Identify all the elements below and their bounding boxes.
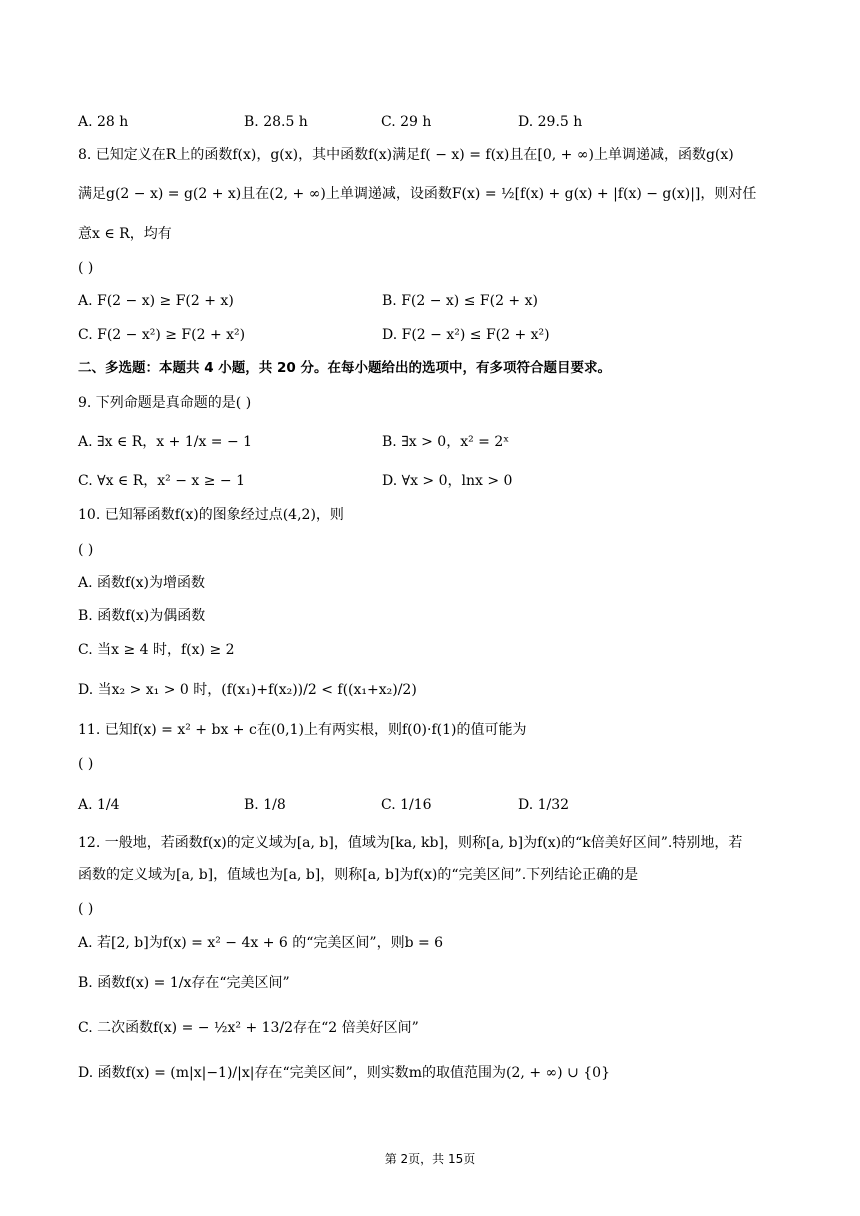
q7-option-a[interactable]: A. 28 h xyxy=(78,114,129,130)
q12-option-c[interactable]: C. 二次函数f(x) = − ½x² + 13/2存在“2 倍美好区间” xyxy=(78,1020,419,1036)
q10-option-b[interactable]: B. 函数f(x)为偶函数 xyxy=(78,608,206,624)
q8-stem-line2: 满足g(2 − x) = g(2 + x)且在(2, + ∞)上单调递减，设函数F(x) = ½[f(x) + g(x) + |f(x) − g(x)|]，则对任 xyxy=(78,186,757,202)
q8-stem-line1: 8. 已知定义在R上的函数f(x)，g(x)，其中函数f(x)满足f( − x) = f(x)且在[0, + ∞)上单调递减，函数g(x) xyxy=(78,147,734,163)
q8-stem-line3: 意x ∈ R，均有 xyxy=(78,226,172,242)
q12-answer-paren: ( ) xyxy=(78,901,94,917)
q9-option-a[interactable]: A. ∃x ∈ R，x + 1/x = − 1 xyxy=(78,434,253,450)
q12-stem-line1: 12. 一般地，若函数f(x)的定义域为[a, b]，值域为[ka, kb]，则称[a, b]为f(x)的“k倍美好区间”.特别地，若 xyxy=(78,835,743,851)
q9-option-c[interactable]: C. ∀x ∈ R，x² − x ≥ − 1 xyxy=(78,473,246,489)
q7-option-b[interactable]: B. 28.5 h xyxy=(244,114,308,130)
q11-option-d[interactable]: D. 1/32 xyxy=(518,797,570,813)
q9-stem: 9. 下列命题是真命题的是( ) xyxy=(78,395,252,411)
q11-option-b[interactable]: B. 1/8 xyxy=(244,797,286,813)
q10-option-c[interactable]: C. 当x ≥ 4 时，f(x) ≥ 2 xyxy=(78,642,235,658)
q12-option-d[interactable]: D. 函数f(x) = (m|x|−1)/|x|存在“完美区间”，则实数m的取值范围为(2, + ∞) ∪ {0} xyxy=(78,1065,610,1081)
q8-answer-paren: ( ) xyxy=(78,260,94,276)
q11-answer-paren: ( ) xyxy=(78,756,94,772)
q8-option-a[interactable]: A. F(2 − x) ≥ F(2 + x) xyxy=(78,293,234,309)
q8-option-b[interactable]: B. F(2 − x) ≤ F(2 + x) xyxy=(382,293,538,309)
q9-option-b[interactable]: B. ∃x > 0，x² = 2ˣ xyxy=(382,434,510,450)
q11-option-c[interactable]: C. 1/16 xyxy=(381,797,432,813)
q9-option-d[interactable]: D. ∀x > 0，lnx > 0 xyxy=(382,473,513,489)
page-footer: 第 2页，共 15页 xyxy=(384,1152,476,1166)
q11-stem: 11. 已知f(x) = x² + bx + c在(0,1)上有两实根，则f(0)·f(1)的值可能为 xyxy=(78,722,527,738)
q8-option-c[interactable]: C. F(2 − x²) ≥ F(2 + x²) xyxy=(78,327,246,343)
q10-stem: 10. 已知幂函数f(x)的图象经过点(4,2)，则 xyxy=(78,507,344,523)
q12-stem-line2: 函数的定义域为[a, b]，值域也为[a, b]，则称[a, b]为f(x)的“完美区间”.下列结论正确的是 xyxy=(78,867,639,883)
q8-option-d[interactable]: D. F(2 − x²) ≤ F(2 + x²) xyxy=(382,327,550,343)
q11-option-a[interactable]: A. 1/4 xyxy=(78,797,120,813)
q10-option-a[interactable]: A. 函数f(x)为增函数 xyxy=(78,575,206,591)
section-heading-multi-choice: 二、多选题：本题共 4 小题，共 20 分。在每小题给出的选项中，有多项符合题目要求。 xyxy=(78,360,611,376)
q12-option-a[interactable]: A. 若[2, b]为f(x) = x² − 4x + 6 的“完美区间”，则b = 6 xyxy=(78,935,444,951)
q7-option-c[interactable]: C. 29 h xyxy=(381,114,432,130)
q10-option-d[interactable]: D. 当x₂ > x₁ > 0 时，(f(x₁)+f(x₂))/2 < f((x₁+x₂)/2) xyxy=(78,682,417,698)
q7-option-d[interactable]: D. 29.5 h xyxy=(518,114,583,130)
q10-answer-paren: ( ) xyxy=(78,542,94,558)
q12-option-b[interactable]: B. 函数f(x) = 1/x存在“完美区间” xyxy=(78,975,290,991)
